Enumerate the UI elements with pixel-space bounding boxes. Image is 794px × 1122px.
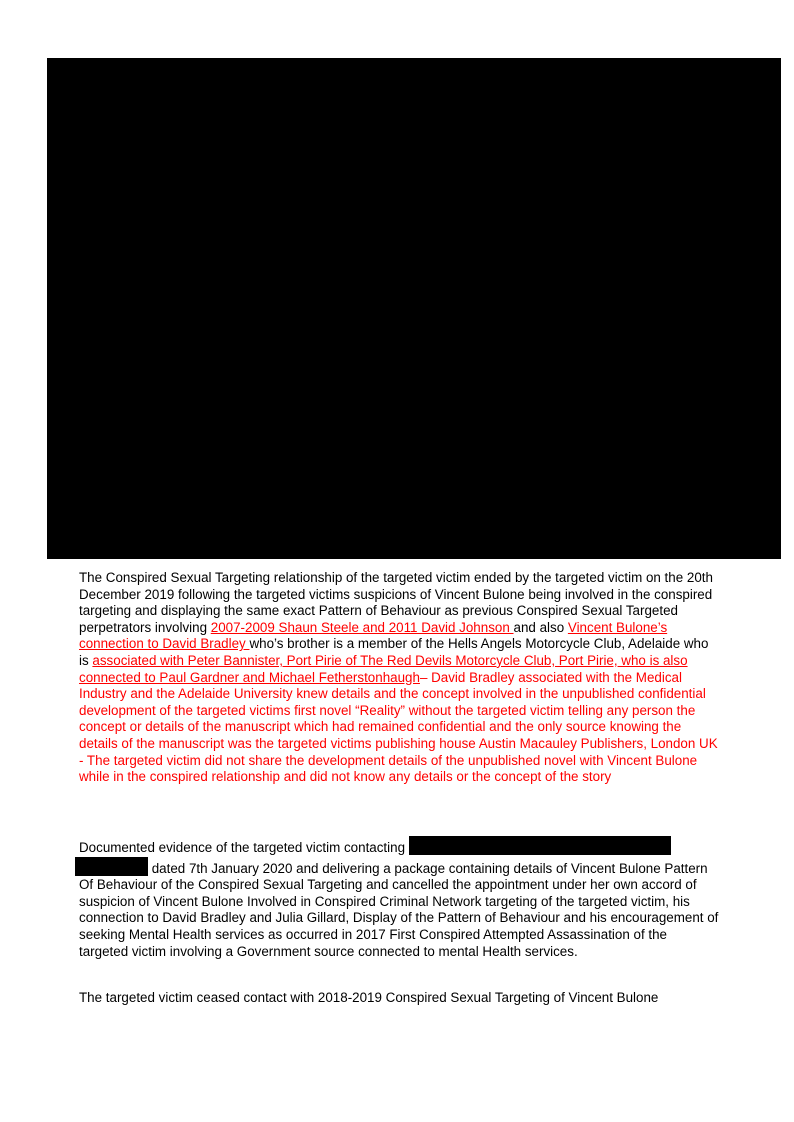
link-shaun-steele-david-johnson[interactable]: 2007-2009 Shaun Steele and 2011 David Johnson: [210, 619, 514, 635]
text-segment: The Conspired Sexual Targeting relationship of the targeted victim ended by the targeted victim on the 20th December 2019 following the targeted victims suspicions of Vincent Bulone being involved in the conspired targeting and displaying the same exact Pattern of Behaviour as previous Conspired Sexual Targeted perpetrators involving: [79, 570, 713, 635]
text-segment: Documented evidence of the targeted victim contacting: [79, 840, 409, 855]
text-segment: The targeted victim ceased contact with 2018-2019 Conspired Sexual Targeting of Vincent Bulone: [79, 990, 659, 1005]
paragraph-ceased-contact: [79, 990, 719, 1007]
paragraph-relationship-ended: [79, 570, 719, 786]
paragraph-documented-evidence: [79, 836, 719, 960]
redacted-name-line1: [409, 836, 671, 855]
text-segment: who’s brother is a member of the Hells Angels Motorcycle Club, Adelaide who is: [79, 636, 709, 668]
text-segment: and also: [513, 619, 568, 635]
link-peter-bannister[interactable]: associated with Peter Bannister, Port Pirie of The Red Devils Motorcycle Club, Port Pirie, who is also connected to Paul Gardner and Michael Fetherstonhaugh: [79, 652, 688, 685]
text-segment: dated 7th January 2020 and delivering a package containing details of Vincent Bulone Pattern Of Behaviour of the Conspired Sexual Targeting and cancelled the appointment under her own accord of suspicion of Vincent Bulone Involved in Conspired Criminal Network targeting of the targeted victim, his connection to David Bradley and Julia Gillard, Display of the Pattern of Behaviour and his encouragement of seeking Mental Health services as occurred in 2017 First Conspired Attempted Assassination of the targeted victim involving a Government source connected to mental Health services.: [79, 860, 719, 959]
redacted-image-block: [47, 58, 781, 559]
link-vincent-bulone-david-bradley[interactable]: Vincent Bulone’s connection to David Bradley: [79, 619, 668, 652]
text-segment-red: – David Bradley associated with the Medical Industry and the Adelaide University knew details and the concept involved in the unpublished confidential development of the targeted victims first novel “Reality” without the targeted victim telling any person the concept or details of the manuscript which had remained confidential and the only source knowing the details of the manuscript was the targeted victims publishing house Austin Macauley Publishers, London UK - The targeted victim did not share the development details of the unpublished novel with Vincent Bulone while in the conspired relationship and did not know any details or the concept of the story: [79, 669, 718, 785]
redacted-name-line2: [75, 857, 148, 876]
